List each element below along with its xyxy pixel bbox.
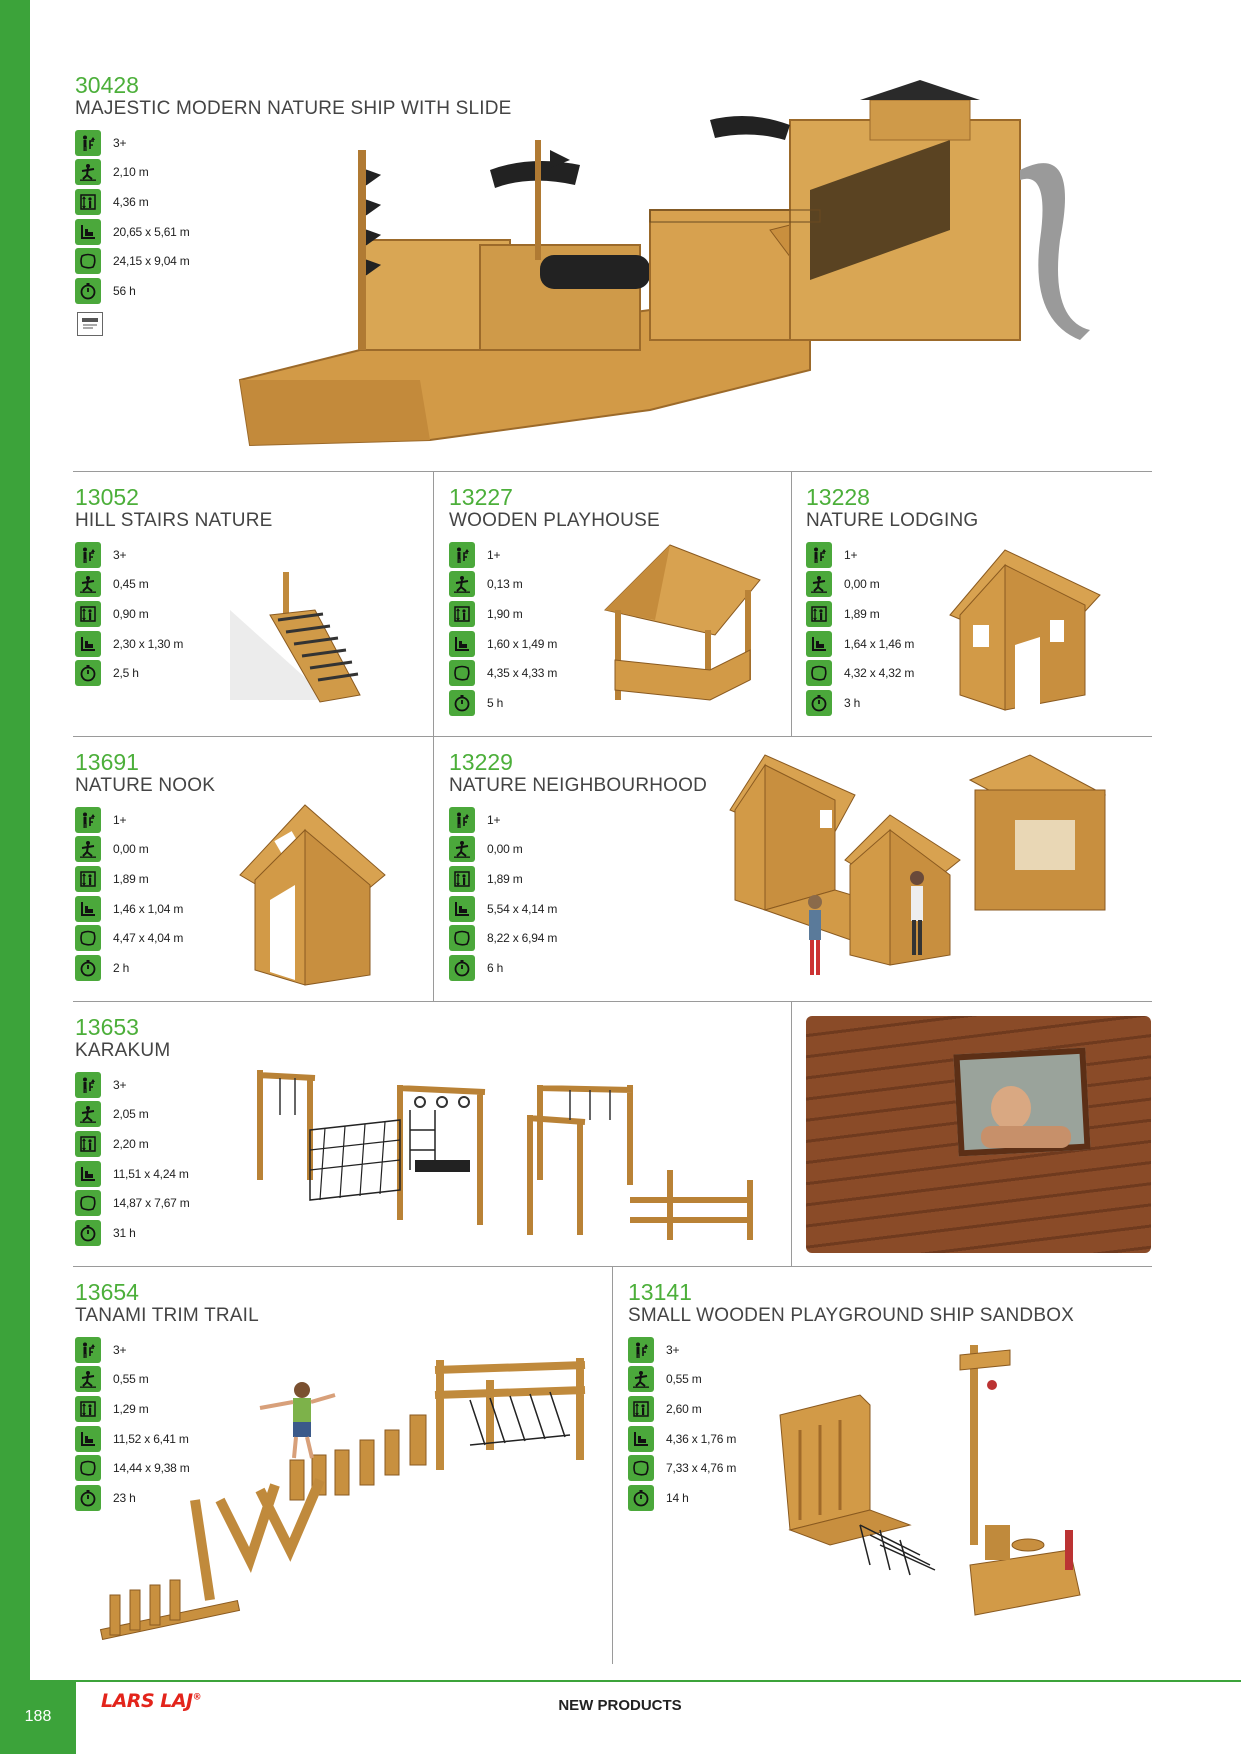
spec-dimensions: 1,64 x 1,46 m [806,629,978,659]
product-13691 [75,749,215,983]
spec-height: 1,89 m [806,599,978,629]
hill-stairs-image [220,570,390,710]
fall-height-icon [449,571,475,597]
spec-installation-time: 14 h [628,1483,1074,1513]
age-icon [75,130,101,156]
height-icon [628,1396,654,1422]
spec-age: 3+ [75,1335,259,1365]
product-13653 [75,1014,190,1248]
page-side-bar [0,0,30,1680]
product-code: 13228 [806,484,870,510]
ship-sandbox-image [770,1335,1100,1625]
spec-safety-area: 4,32 x 4,32 m [806,658,978,688]
spec-dimensions: 20,65 x 5,61 m [75,217,512,247]
product-code: 13654 [75,1279,139,1305]
fall-height-icon [75,836,101,862]
dimensions-icon [449,896,475,922]
spec-safety-area: 4,35 x 4,33 m [449,658,660,688]
installation-time-icon [806,690,832,716]
spec-height: 1,89 m [75,864,215,894]
spec-fall-height: 0,00 m [806,570,978,600]
spec-installation-time: 5 h [449,688,660,718]
child-in-window-photo [806,1016,1151,1253]
dimensions-icon [628,1426,654,1452]
safety-area-icon [806,660,832,686]
fall-height-icon [75,1101,101,1127]
spec-fall-height: 0,55 m [628,1365,1074,1395]
nature-lodging-image [945,545,1110,715]
spec-installation-time: 3 h [806,688,978,718]
spec-installation-time: 56 h [75,276,512,306]
spec-height: 2,60 m [628,1394,1074,1424]
spec-safety-area: 8,22 x 6,94 m [449,923,707,953]
spec-safety-area: 4,47 x 4,04 m [75,923,215,953]
product-name: MAJESTIC MODERN NATURE SHIP WITH SLIDE [75,98,512,119]
nature-neighbourhood-image [725,750,1115,990]
safety-area-icon [75,925,101,951]
age-icon [75,807,101,833]
height-icon [806,601,832,627]
product-code: 13229 [449,749,513,775]
spec-age: 1+ [806,540,978,570]
spec-safety-area: 14,87 x 7,67 m [75,1188,190,1218]
spec-age: 3+ [75,1070,190,1100]
age-icon [449,807,475,833]
safety-area-icon [449,660,475,686]
spec-fall-height: 0,00 m [75,835,215,865]
footer-rule [76,1680,1241,1682]
spec-height: 1,29 m [75,1394,259,1424]
divider [791,1002,792,1266]
fall-height-icon [628,1366,654,1392]
installation-time-icon [75,955,101,981]
product-name: NATURE NOOK [75,775,216,796]
installation-time-icon [449,690,475,716]
fall-height-icon [806,571,832,597]
product-name: NATURE NEIGHBOURHOOD [449,775,708,796]
product-13229 [449,749,707,983]
spec-installation-time: 23 h [75,1483,259,1513]
karakum-trail-image [250,1060,760,1250]
safety-area-icon [449,925,475,951]
spec-fall-height: 0,55 m [75,1365,259,1395]
product-name: HILL STAIRS NATURE [75,510,273,531]
brand-logo: LARS LAJ® [101,1690,202,1712]
fall-height-icon [75,159,101,185]
product-code: 30428 [75,72,139,98]
installation-time-icon [75,278,101,304]
safety-area-icon [628,1455,654,1481]
page-number: 188 [0,1680,76,1754]
spec-dimensions: 2,30 x 1,30 m [75,629,273,659]
spec-fall-height: 0,00 m [449,835,707,865]
height-icon [449,866,475,892]
spec-list [75,1070,190,1248]
spec-dimensions: 11,51 x 4,24 m [75,1159,190,1189]
divider [73,1001,1152,1002]
spec-dimensions: 1,60 x 1,49 m [449,629,660,659]
spec-age: 3+ [75,540,273,570]
product-name: WOODEN PLAYHOUSE [449,510,660,531]
dimensions-icon [75,631,101,657]
divider [612,1267,613,1664]
height-icon [449,601,475,627]
spec-installation-time: 2 h [75,953,215,983]
divider [791,472,792,736]
spec-dimensions: 4,36 x 1,76 m [628,1424,1074,1454]
installation-time-icon [75,1220,101,1246]
age-icon [628,1337,654,1363]
product-code: 13141 [628,1279,692,1305]
installation-time-icon [628,1485,654,1511]
spec-installation-time: 2,5 h [75,658,273,688]
dimensions-icon [449,631,475,657]
fall-height-icon [75,571,101,597]
divider [433,472,434,1001]
spec-height: 1,89 m [449,864,707,894]
divider [73,736,1152,737]
age-icon [806,542,832,568]
product-name: NATURE LODGING [806,510,979,531]
dimensions-icon [75,1161,101,1187]
wooden-playhouse-image [595,540,770,710]
height-icon [75,189,101,215]
divider [73,471,1152,472]
spec-height: 1,90 m [449,599,660,629]
product-code: 13052 [75,484,139,510]
installation-time-icon [449,955,475,981]
spec-safety-area: 24,15 x 9,04 m [75,246,512,276]
spec-height: 2,20 m [75,1129,190,1159]
spec-list [449,805,707,983]
product-code: 13653 [75,1014,139,1040]
product-name: SMALL WOODEN PLAYGROUND SHIP SANDBOX [628,1305,1075,1326]
spec-height: 4,36 m [75,187,512,217]
spec-age: 1+ [75,805,215,835]
section-title: NEW PRODUCTS [558,1697,682,1714]
wooden-ship-playground-image [230,80,1150,460]
product-code: 13227 [449,484,513,510]
installation-time-icon [75,660,101,686]
dimensions-icon [806,631,832,657]
age-icon [449,542,475,568]
product-name: KARAKUM [75,1040,171,1061]
product-code: 13691 [75,749,139,775]
spec-age: 3+ [75,128,512,158]
dimensions-icon [75,219,101,245]
nature-nook-image [235,800,395,990]
spec-dimensions: 1,46 x 1,04 m [75,894,215,924]
spec-fall-height: 0,45 m [75,570,273,600]
spec-list [75,805,215,983]
dimensions-icon [75,896,101,922]
product-name: TANAMI TRIM TRAIL [75,1305,259,1326]
height-icon [75,866,101,892]
spec-dimensions: 11,52 x 6,41 m [75,1424,259,1454]
spec-fall-height: 0,13 m [449,570,660,600]
tanami-trail-image [90,1350,590,1640]
spec-height: 0,90 m [75,599,273,629]
spec-safety-area: 7,33 x 4,76 m [628,1453,1074,1483]
safety-area-icon [75,248,101,274]
height-icon [75,1131,101,1157]
spec-age: 3+ [628,1335,1074,1365]
spec-installation-time: 31 h [75,1218,190,1248]
spec-installation-time: 6 h [449,953,707,983]
spec-fall-height: 2,10 m [75,158,512,188]
certificate-icon [77,312,103,336]
spec-safety-area: 14,44 x 9,38 m [75,1453,259,1483]
age-icon [75,1072,101,1098]
spec-age: 1+ [449,540,660,570]
spec-dimensions: 5,54 x 4,14 m [449,894,707,924]
spec-age: 1+ [449,805,707,835]
height-icon [75,601,101,627]
age-icon [75,542,101,568]
safety-area-icon [75,1190,101,1216]
spec-fall-height: 2,05 m [75,1100,190,1130]
fall-height-icon [449,836,475,862]
